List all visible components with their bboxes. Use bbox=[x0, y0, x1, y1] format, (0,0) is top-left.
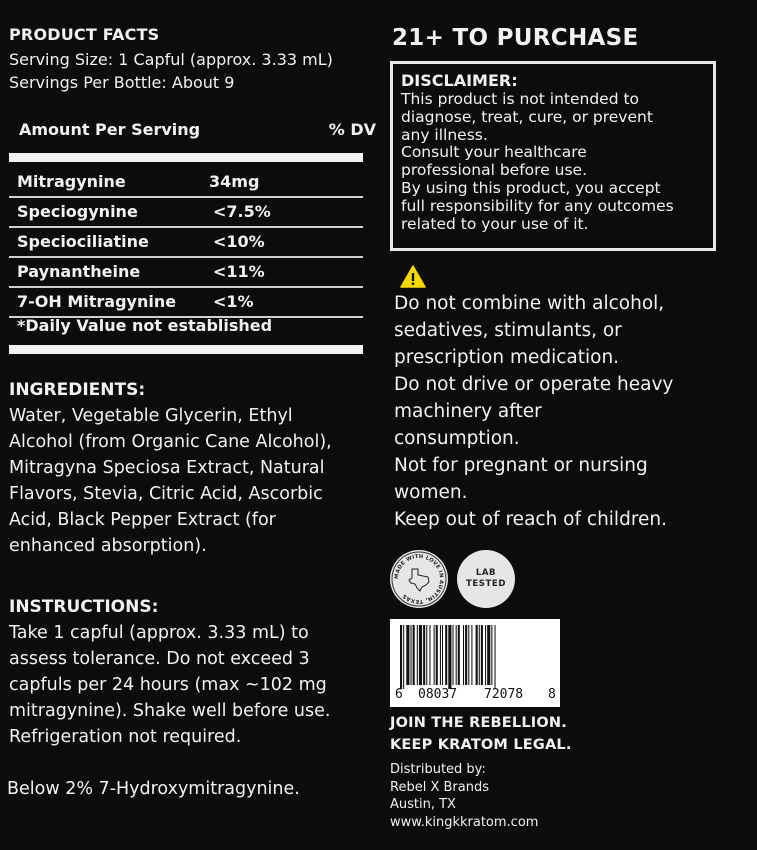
barcode-stripe bbox=[468, 625, 469, 685]
barcode-stripe bbox=[453, 625, 454, 685]
text-line: Do not drive or operate heavy bbox=[394, 374, 674, 395]
product-facts-title: PRODUCT FACTS bbox=[9, 25, 160, 44]
barcode-stripe bbox=[423, 625, 425, 685]
upc-barcode bbox=[390, 619, 560, 707]
compound-value: <1% bbox=[213, 292, 254, 311]
text-line: Alcohol (from Organic Cane Alcohol), bbox=[9, 432, 332, 452]
barcode-stripe bbox=[413, 625, 415, 685]
text-line: prescription medication. bbox=[394, 347, 620, 368]
amount-per-serving-row bbox=[19, 120, 376, 139]
compound-name: Speciogynine bbox=[17, 202, 138, 221]
slogan bbox=[390, 712, 572, 756]
distributor-location: Austin, TX bbox=[390, 797, 456, 813]
compound-value: <11% bbox=[213, 262, 265, 281]
barcode-digits-left: 08037 bbox=[418, 687, 458, 702]
barcode-stripe bbox=[419, 625, 422, 685]
compound-name: 7-OH Mitragynine bbox=[17, 292, 177, 311]
texas-state-icon bbox=[409, 569, 429, 591]
text-line: Flavors, Stevia, Citric Acid, Ascorbic bbox=[9, 484, 323, 504]
barcode-bars bbox=[390, 619, 560, 689]
table-row bbox=[9, 286, 363, 316]
barcode-digit-last: 8 bbox=[548, 687, 556, 702]
text-line: women. bbox=[394, 482, 468, 503]
text-line: enhanced absorption). bbox=[9, 536, 207, 556]
barcode-stripe bbox=[406, 625, 409, 685]
barcode-digits-right: 72078 bbox=[484, 687, 524, 702]
ingredients-text bbox=[9, 403, 379, 559]
disclaimer-title: DISCLAIMER: bbox=[401, 71, 518, 90]
table-row bbox=[9, 196, 363, 226]
text-line: Refrigeration not required. bbox=[9, 727, 242, 747]
text-line: Not for pregnant or nursing bbox=[394, 455, 648, 476]
table-row bbox=[9, 168, 363, 196]
svg-text:MADE WITH LOVE IN AUSTIN, TEXA bbox=[394, 554, 444, 604]
text-line: Keep out of reach of children. bbox=[394, 509, 668, 530]
text-line: By using this product, you accept bbox=[401, 178, 661, 197]
compound-name: Paynantheine bbox=[17, 262, 141, 281]
barcode-stripe bbox=[440, 625, 441, 685]
text-line: professional before use. bbox=[401, 161, 588, 180]
barcode-stripe bbox=[463, 625, 464, 685]
barcode-stripe bbox=[403, 625, 404, 689]
barcode-stripe bbox=[481, 625, 483, 685]
text-line: consumption. bbox=[394, 428, 520, 449]
barcode-stripe bbox=[485, 625, 486, 685]
table-row bbox=[9, 256, 363, 286]
barcode-stripe bbox=[465, 625, 467, 685]
barcode-stripe bbox=[487, 625, 490, 685]
ingredients-heading: INGREDIENTS: bbox=[9, 380, 146, 400]
barcode-stripe bbox=[442, 625, 443, 685]
daily-value-note: *Daily Value not established bbox=[17, 316, 273, 335]
barcode-stripe bbox=[495, 625, 496, 689]
barcode-stripe bbox=[400, 625, 402, 689]
text-line: Do not combine with alcohol, bbox=[394, 293, 665, 314]
text-line: related to your use of it. bbox=[401, 214, 589, 233]
slogan-line2: KEEP KRATOM LEGAL. bbox=[390, 737, 572, 753]
texas-badge-graphic bbox=[390, 550, 448, 608]
barcode-stripe bbox=[429, 625, 430, 685]
lab-tested-line2: TESTED bbox=[466, 579, 506, 589]
text-line: Water, Vegetable Glycerin, Ethyl bbox=[9, 406, 293, 426]
text-line: capfuls per 24 hours (max ~102 mg bbox=[9, 675, 327, 695]
lab-tested-line1: LAB bbox=[475, 568, 497, 578]
age-requirement-heading: 21+ TO PURCHASE bbox=[392, 25, 639, 51]
text-line: any illness. bbox=[401, 125, 488, 144]
instructions-text bbox=[9, 620, 379, 750]
made-in-austin-badge bbox=[390, 550, 448, 608]
text-line: Acid, Black Pepper Extract (for bbox=[9, 510, 276, 530]
distributor-label: Distributed by: bbox=[390, 762, 486, 777]
bottom-divider-bar bbox=[9, 345, 363, 354]
text-line: Consult your healthcare bbox=[401, 143, 587, 162]
top-divider-bar bbox=[9, 153, 363, 162]
lab-tested-badge bbox=[457, 550, 515, 608]
warning-triangle-icon bbox=[400, 265, 426, 288]
compound-name: Mitragynine bbox=[17, 172, 126, 191]
barcode-stripe bbox=[426, 625, 427, 685]
barcode-stripe bbox=[491, 625, 492, 685]
barcode-stripe bbox=[436, 625, 438, 685]
distributor-info bbox=[390, 761, 538, 832]
text-line: machinery after bbox=[394, 401, 542, 422]
hydroxy-note: Below 2% 7-Hydroxymitragynine. bbox=[7, 779, 300, 799]
text-line: assess tolerance. Do not exceed 3 bbox=[9, 649, 310, 669]
text-line: diagnose, treat, cure, or prevent bbox=[401, 107, 653, 126]
distributor-name: Rebel X Brands bbox=[390, 779, 489, 795]
disclaimer-box bbox=[390, 61, 716, 251]
compound-value: <10% bbox=[213, 232, 265, 251]
barcode-stripe bbox=[434, 625, 435, 685]
barcode-stripe bbox=[448, 625, 451, 689]
compound-value: <7.5% bbox=[213, 202, 271, 221]
text-line: mitragynine). Shake well before use. bbox=[9, 701, 331, 721]
text-line: full responsibility for any outcomes bbox=[401, 196, 674, 215]
instructions-heading: INSTRUCTIONS: bbox=[9, 597, 159, 617]
compound-value: 34mg bbox=[209, 172, 260, 191]
compound-name: Speciociliatine bbox=[17, 232, 149, 251]
text-line: This product is not intended to bbox=[401, 90, 640, 108]
barcode-stripe bbox=[417, 625, 418, 685]
texas-badge-text: MADE WITH LOVE IN AUSTIN, TEXAS bbox=[393, 553, 445, 605]
slogan-line1: JOIN THE REBELLION. bbox=[390, 715, 567, 731]
barcode-digit-first: 6 bbox=[395, 687, 403, 702]
table-row bbox=[9, 226, 363, 256]
text-line: sedatives, stimulants, or bbox=[394, 320, 622, 341]
barcode-stripe bbox=[458, 625, 460, 685]
barcode-stripe bbox=[476, 625, 478, 685]
barcode-stripe bbox=[456, 625, 457, 685]
barcode-stripe bbox=[445, 625, 447, 685]
barcode-stripe bbox=[479, 625, 480, 685]
serving-size: Serving Size: 1 Capful (approx. 3.33 mL) bbox=[9, 50, 333, 69]
distributor-website: www.kingkkratom.com bbox=[390, 815, 539, 831]
dv-header: % DV bbox=[328, 120, 376, 139]
text-line: Take 1 capful (approx. 3.33 mL) to bbox=[9, 623, 309, 643]
servings-per-bottle: Servings Per Bottle: About 9 bbox=[9, 73, 235, 92]
barcode-stripe bbox=[411, 625, 412, 685]
text-line: Mitragyna Speciosa Extract, Natural bbox=[9, 458, 325, 478]
amount-per-serving-label: Amount Per Serving bbox=[19, 120, 201, 139]
disclaimer-text bbox=[401, 91, 705, 233]
barcode-stripe bbox=[471, 625, 472, 685]
barcode-digits bbox=[390, 687, 560, 705]
warning-text bbox=[394, 290, 744, 533]
